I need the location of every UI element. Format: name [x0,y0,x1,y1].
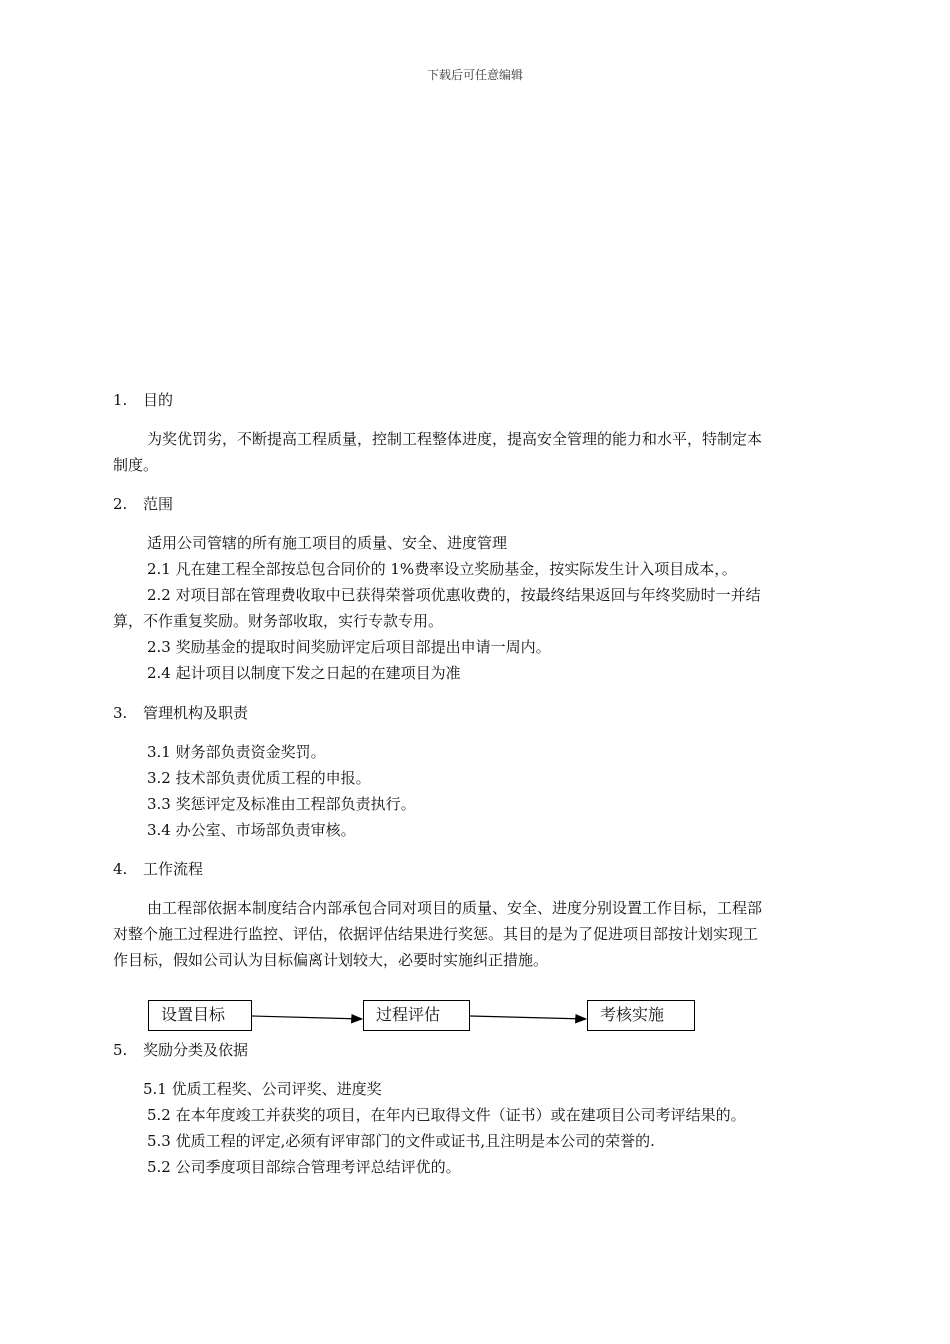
list-item: 5.1 优质工程奖、公司评奖、进度奖 [143,1080,382,1098]
list-item: 3.1 财务部负责资金奖罚。 [147,743,326,761]
list-item: 5.2 在本年度竣工并获奖的项目，在年内已取得文件（证书）或在建项目公司考评结果的。 [147,1106,746,1124]
list-item: 2.1 凡在建工程全部按总包合同价的 1%费率设立奖励基金，按实际发生计入项目成本，。 [147,560,737,578]
section-title: 管理机构及职责 [143,704,249,722]
flow-box-assessment: 考核实施 [587,1000,695,1031]
paragraph-line: 由工程部依据本制度结合内部承包合同对项目的质量、安全、进度分别设置工作目标，工程部 [147,899,763,917]
section-heading-5 [113,1040,248,1060]
list-item: 算，不作重复奖励。财务部收取，实行专款专用。 [113,612,444,630]
paragraph-line: 制度。 [113,456,159,474]
section-number: 4. [113,860,128,878]
list-item: 2.4 起计项目以制度下发之日起的在建项目为准 [147,664,461,682]
paragraph-line: 作目标，假如公司认为目标偏离计划较大，必要时实施纠正措施。 [113,951,549,969]
list-item: 适用公司管辖的所有施工项目的质量、安全、进度管理 [147,534,508,552]
page-header: 下载后可任意编辑 [426,68,523,82]
paragraph-line: 对整个施工过程进行监控、评估，依据评估结果进行奖惩。其目的是为了促进项目部按计划实现工 [113,925,759,943]
section-number: 2. [113,495,128,513]
flow-box-set-target: 设置目标 [148,1000,252,1031]
list-item: 2.2 对项目部在管理费收取中已获得荣誉项优惠收费的，按最终结果返回与年终奖励时一并结 [147,586,761,604]
section-number: 3. [113,704,128,722]
list-item: 2.3 奖励基金的提取时间奖励评定后项目部提出申请一周内。 [147,638,551,656]
flow-arrow [470,1016,586,1019]
list-item: 5.2 公司季度项目部综合管理考评总结评优的。 [147,1158,461,1176]
list-item: 5.3 优质工程的评定,必须有评审部门的文件或证书,且注明是本公司的荣誉的. [147,1132,655,1150]
flow-arrow [252,1016,362,1019]
list-item: 3.4 办公室、市场部负责审核。 [147,821,356,839]
section-title: 目的 [143,391,174,409]
section-number: 1. [113,391,128,409]
section-title: 奖励分类及依据 [143,1041,249,1059]
section-title: 范围 [143,495,174,513]
section-title: 工作流程 [143,860,204,878]
section-number: 5. [113,1041,128,1059]
paragraph-line: 为奖优罚劣，不断提高工程质量，控制工程整体进度，提高安全管理的能力和水平，特制定本 [147,430,763,448]
list-item: 3.2 技术部负责优质工程的申报。 [147,769,371,787]
list-item: 3.3 奖惩评定及标准由工程部负责执行。 [147,795,416,813]
flow-box-process-evaluation: 过程评估 [363,1000,470,1031]
